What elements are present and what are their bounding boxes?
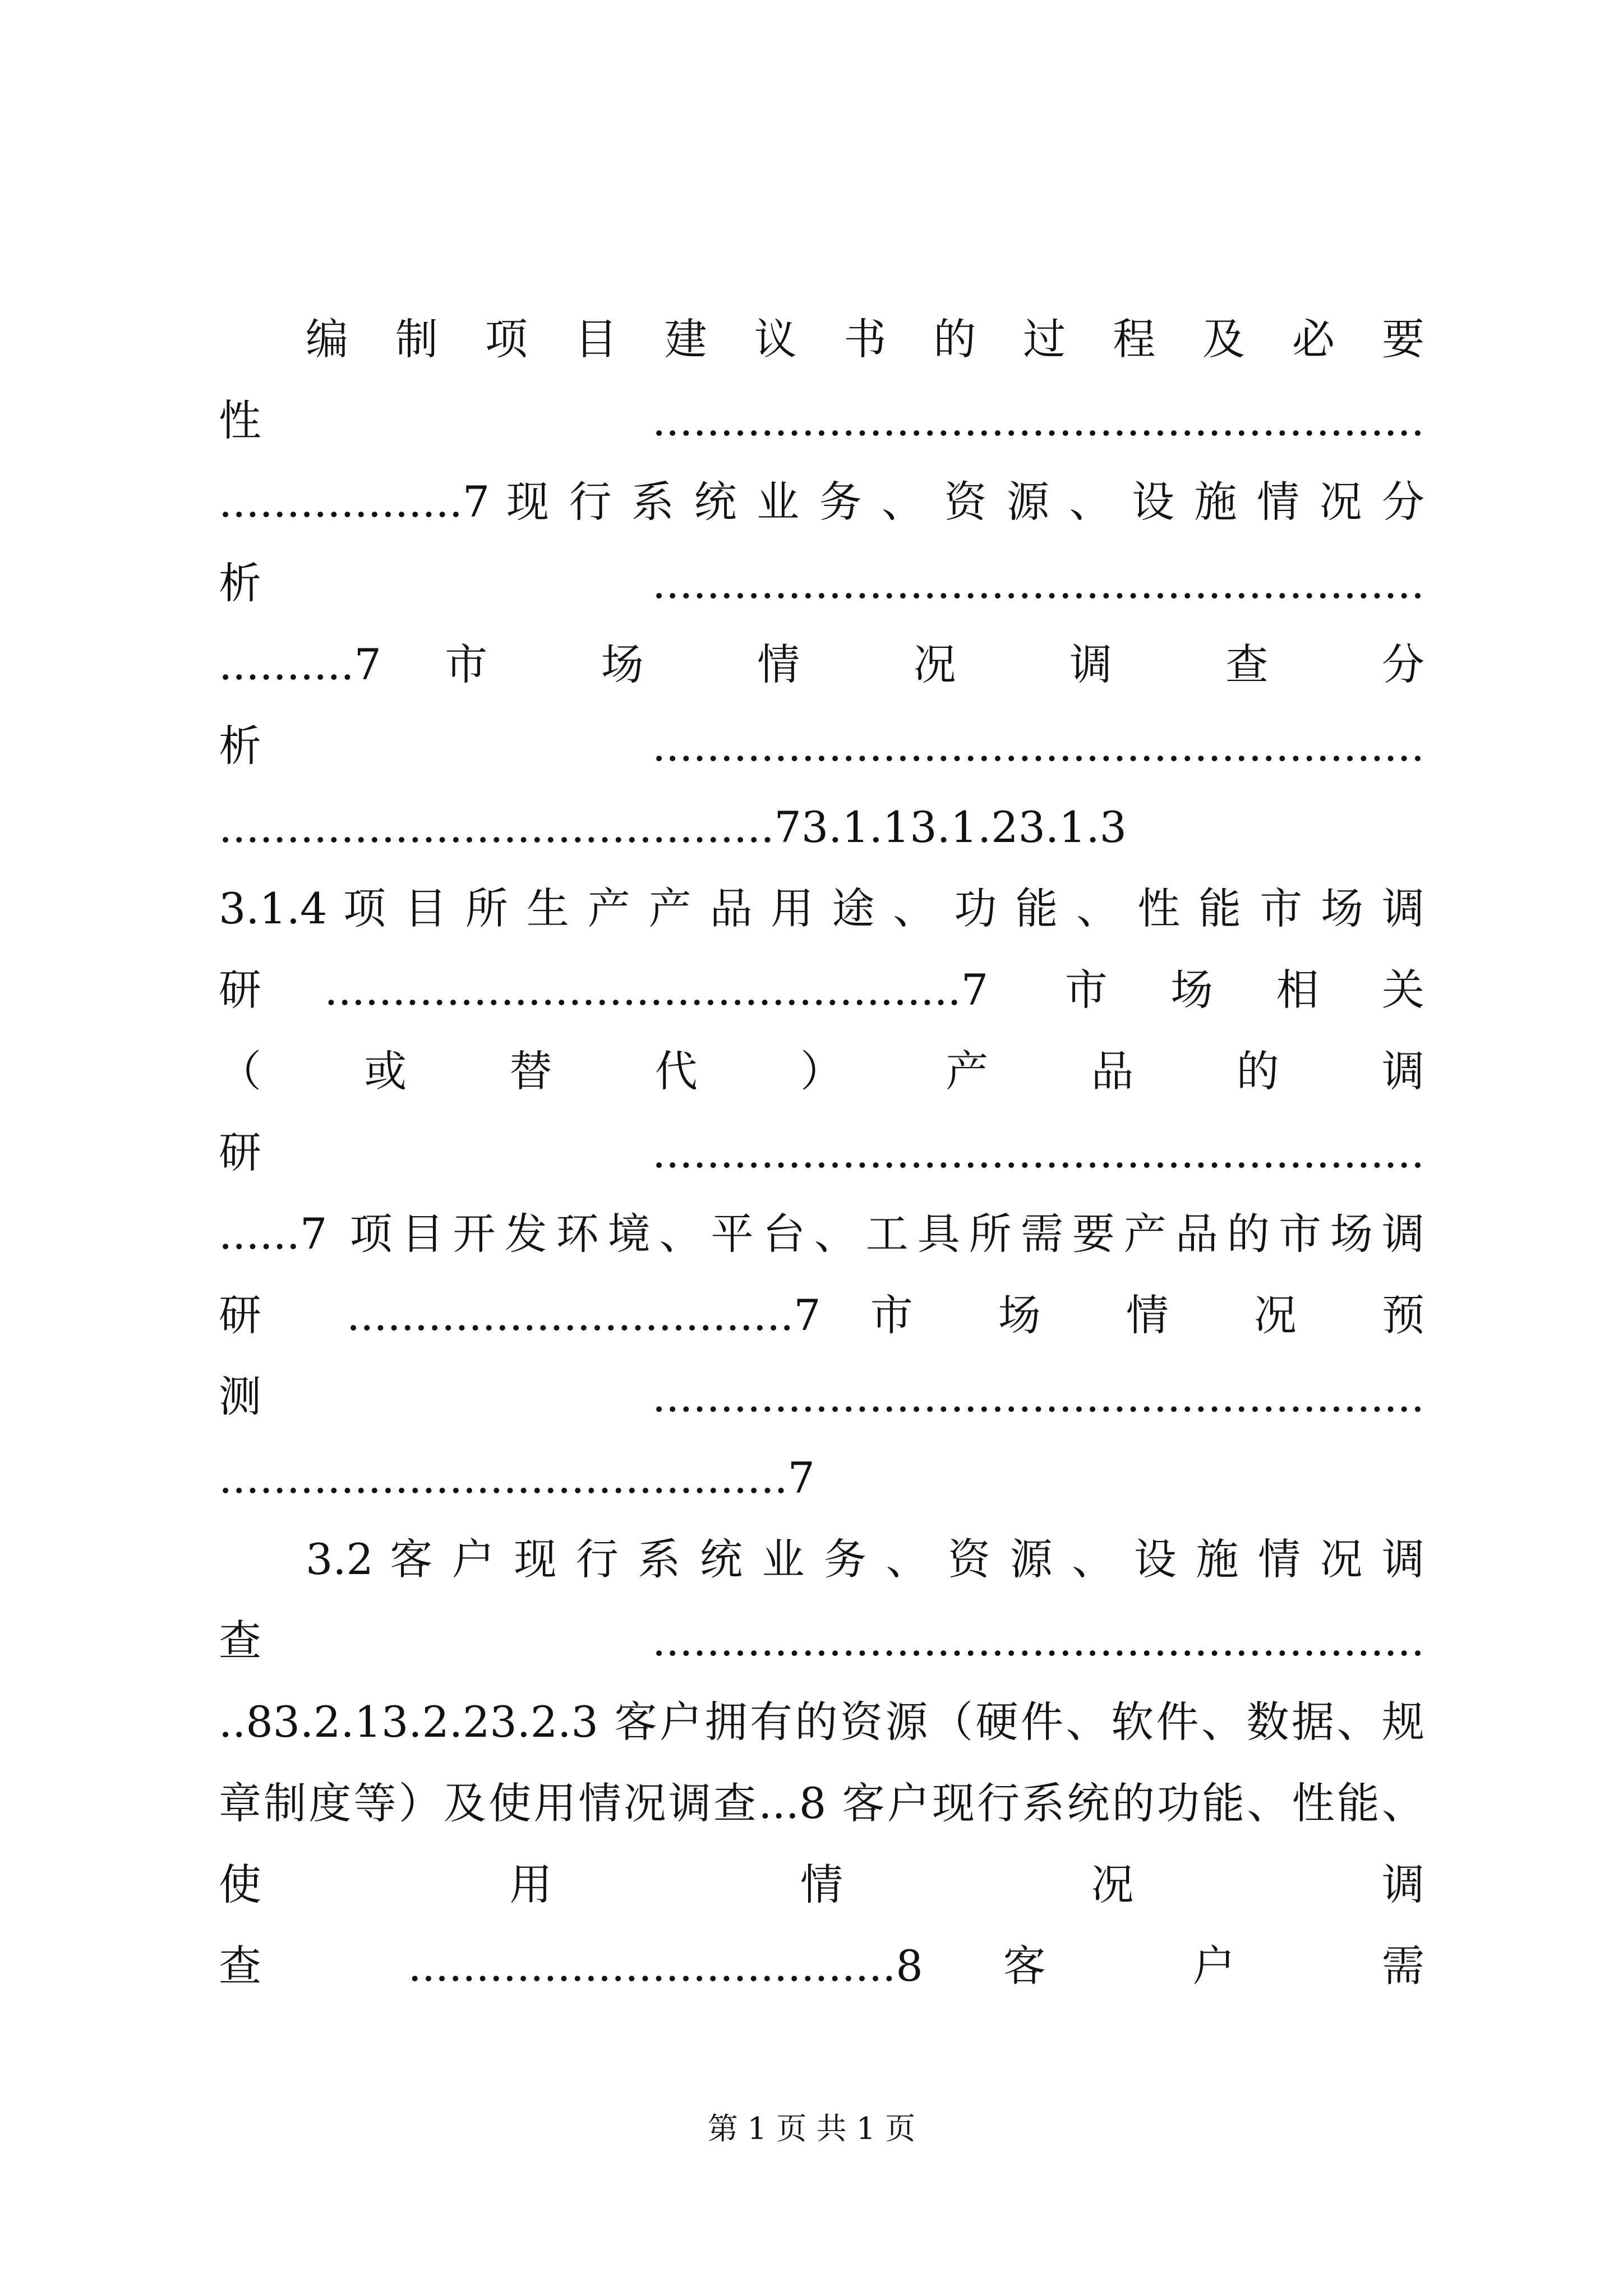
toc-line-7: .........................................73.1.13.1.23.1.3: [219, 802, 1127, 852]
toc-line-21: 查 ....................................8 客 户 需: [219, 1941, 1424, 1991]
toc-line-9: 研...............................................7 市场相关: [219, 965, 1424, 1015]
toc-line-16: 3.2 客 户 现 行 系 统 业 务 、 资 源 、 设 施 情 况 调: [306, 1534, 1424, 1584]
toc-line-19: 章制度等）及使用情况调查...8 客户现行系统的功能、性能、: [219, 1778, 1424, 1828]
toc-line-8: 3.1.4 项 目 所 生 产 产 品 用 途 、 功 能 、 性 能 市 场 调: [219, 884, 1424, 933]
toc-line-18: ..83.2.13.2.23.2.3 客户拥有的资源（硬件、软件、数据、规: [219, 1697, 1424, 1747]
page-footer: 第 1 页 共 1 页: [707, 2111, 916, 2146]
toc-line-12: ......7 项目开发环境、平台、工具所需要产品的市场调: [219, 1209, 1424, 1259]
toc-line-15: ..........................................7: [219, 1453, 815, 1503]
toc-line-6: 析.........................................................: [219, 721, 1424, 771]
toc-line-20: 使 用 情 况 调: [219, 1860, 1424, 1910]
toc-line-4: 析.........................................................: [219, 558, 1424, 608]
toc-line-11: 研.........................................................: [219, 1128, 1424, 1177]
toc-line-5: ..........7 市 场 情 况 调 查 分: [219, 639, 1424, 689]
toc-line-2: 性.........................................................: [219, 395, 1424, 445]
toc-line-1: 编 制 项 目 建 议 书 的 过 程 及 必 要: [306, 314, 1424, 364]
toc-line-3: ..................7 现 行 系 统 业 务 、 资 源 、 设 施 情 况 分: [219, 477, 1424, 527]
toc-line-17: 查.........................................................: [219, 1616, 1424, 1665]
toc-line-14: 测.........................................................: [219, 1372, 1424, 1421]
toc-line-10: （ 或 替 代 ） 产 品 的 调: [219, 1046, 1424, 1096]
toc-line-13: 研 .................................7 市 场 情 况 预: [219, 1290, 1424, 1340]
